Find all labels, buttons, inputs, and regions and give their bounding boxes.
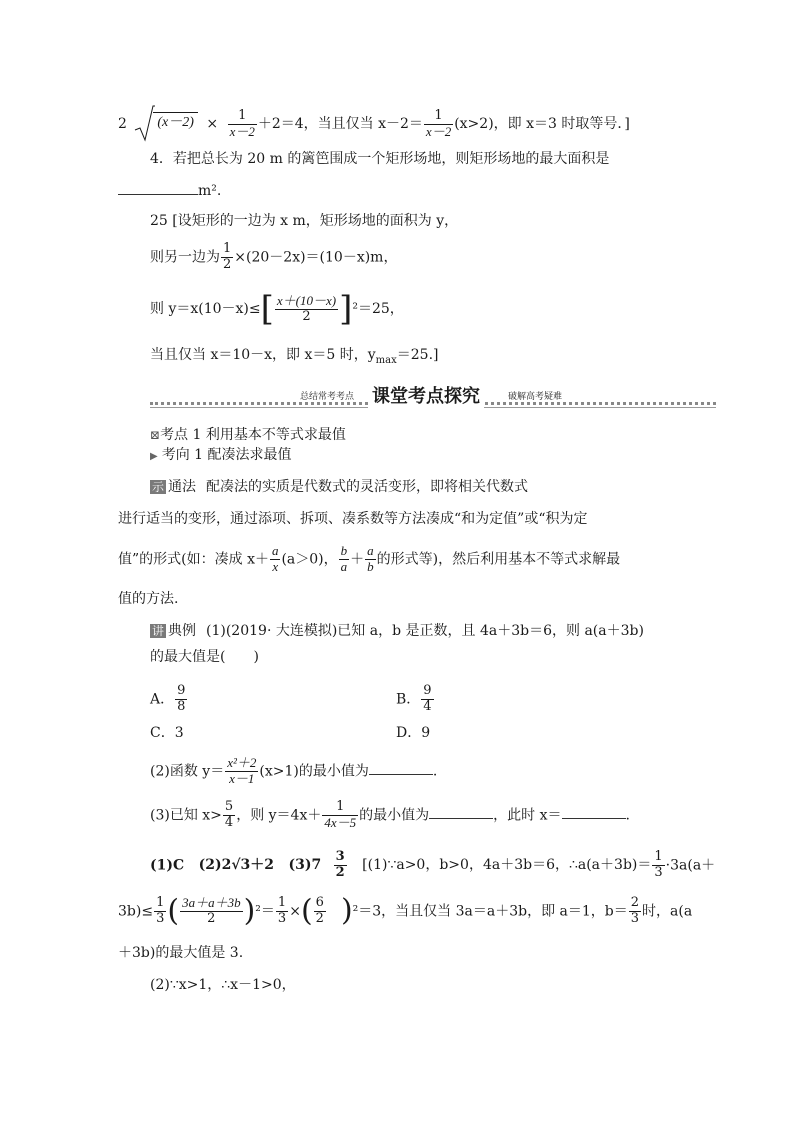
sqrt-radicand: (x－2) <box>153 112 198 130</box>
fraction: $\frac{9}{4}$ <box>423 683 432 714</box>
example-part-2: (2)函数 y＝ $\frac{\text{x²＋2}}{x-1}$ (x>1)的最小值为 . <box>150 755 438 786</box>
answer-blank <box>429 806 493 819</box>
answer-4-line-4: 当且仅当 x＝10－x，即 x＝5 时，$y_{max}=25$.] <box>150 347 439 366</box>
fraction: $\frac{6}{2}$ <box>315 895 324 926</box>
example-part-3: (3)已知 x> $\frac{5}{4}$ ，则 y＝4x＋ $\frac{1}{4x-5}$ 的最小值为 ，此时 x＝ . <box>150 799 630 830</box>
fraction: $\frac{1}{x-2}$ <box>229 107 255 139</box>
right-paren-icon: ) <box>243 893 256 929</box>
right-bracket-icon: ] <box>339 289 353 329</box>
option-d: D．9 <box>396 725 431 741</box>
example-tag: 讲 <box>152 624 165 638</box>
fraction: $\frac{a}{x}$ <box>271 543 279 574</box>
fraction: $\frac{b}{a}$ <box>340 543 348 574</box>
option-b: B． $\frac{9}{4}$ <box>396 683 432 714</box>
question-4: 4．若把总长为 20 m 的篱笆围成一个矩形场地，则矩形场地的最大面积是 <box>150 151 610 167</box>
fraction: $\frac{1}{4x-5}$ <box>324 799 357 830</box>
answer-4-line-2: 则另一边为 $\frac{1}{2}$ ×(20－2x)＝(10－x)m， <box>150 241 398 272</box>
option-a: A． $\frac{9}{8}$ <box>150 683 186 714</box>
coef: 2 <box>118 116 127 132</box>
method-line-1: 示 通法 配凑法的实质是代数式的灵活变形，即将相关代数式 <box>152 479 529 495</box>
answer-4-line-3: 则 y＝x(10－x)≤[ $\frac{x+(10-x)}{2}$ ]²＝25， <box>150 289 404 329</box>
triangle-icon: ▶ <box>150 451 158 462</box>
fraction: $\frac{2}{3}$ <box>630 895 640 926</box>
fraction: $\frac{1}{2}$ <box>223 241 232 272</box>
solution-line-3: ＋3b)的最大值是 3. <box>118 945 244 961</box>
left-paren-icon: ( <box>300 893 313 929</box>
right-paren-icon: ) <box>340 893 353 929</box>
solution-line-1: (1)C (2)2√3＋2 (3)7 $\frac{3}{2}$ [(1)∵a>0，b>0，4a＋3b＝6，∴a(a＋3b)＝ $\frac{1}{3}$ ·3a(a＋ <box>150 849 716 880</box>
fraction: $\frac{3}{2}$ <box>335 849 345 880</box>
option-c: C．3 <box>150 725 184 741</box>
section-banner <box>150 380 716 410</box>
sqrt-icon <box>133 104 155 144</box>
fraction: $\frac{\text{x²＋2}}{x-1}$ <box>227 755 257 786</box>
fraction: $\frac{9}{8}$ <box>177 683 186 714</box>
left-bracket-icon: [ <box>260 289 274 329</box>
fraction: $\frac{3a+a+3b}{2}$ <box>182 895 241 926</box>
question-4-blank: m². <box>118 182 221 198</box>
banner-right: 破解高考疑难 <box>506 389 564 402</box>
method-tag: 示 <box>152 480 165 494</box>
answer-4-line-1: 25 [设矩形的一边为 x m，矩形场地的面积为 y， <box>150 213 459 229</box>
solution-line-4: (2)∵x>1，∴x－1>0， <box>150 977 296 993</box>
fraction: $\frac{1}{x-2}$ <box>425 107 452 139</box>
kaodian-heading: ⊠考点 1 利用基本不等式求最值 <box>150 427 346 443</box>
fraction: $\frac{1}{3}$ <box>277 895 287 926</box>
fraction: $\frac{1}{3}$ <box>156 895 165 926</box>
method-line-2: 进行适当的变形，通过添项、拆项、凑系数等方法凑成“和为定值”或“积为定 <box>118 511 588 527</box>
banner-left: 总结常考考点 <box>298 389 356 402</box>
method-line-4: 值的方法. <box>118 591 179 607</box>
answer-blank <box>562 806 626 819</box>
answer-blank <box>369 762 433 775</box>
method-line-3: 值”的形式(如：凑成 x＋ $\frac{a}{x}$ (a＞0)， $\frac{b}{a}$ ＋ $\frac{a}{b}$ 的形式等)，然后利用基本不等式求解最 <box>118 543 621 574</box>
fraction: $\frac{x+(10-x)}{2}$ <box>276 292 337 324</box>
fraction: $\frac{1}{3}$ <box>654 849 663 880</box>
kaodian-mark-icon: ⊠ <box>150 428 161 442</box>
kaoxiang-heading: ▶ 考向 1 配凑法求最值 <box>150 447 292 463</box>
banner-title: 课堂考点探究 <box>368 382 484 408</box>
example-line-2: 的最大值是( ) <box>150 649 259 665</box>
fraction: $\frac{5}{4}$ <box>224 799 234 830</box>
line-1: 2 (x－2) × $\frac{1}{x-2}$ ＋2＝4，当且仅当 x－2＝ $\frac{1}{x-2}$ (x>2)，即 x＝3 时取等号．] <box>118 104 630 144</box>
example-line-1: 讲 典例 (1)(2019· 大连模拟)已知 a，b 是正数，且 4a＋3b＝6，则 a(a＋3b) <box>152 623 644 639</box>
fraction: $\frac{a}{b}$ <box>367 543 374 574</box>
left-paren-icon: ( <box>167 893 180 929</box>
solution-line-2: 3b)≤ $\frac{1}{3}$ ( $\frac{3a+a+3b}{2}$ )²＝ $\frac{1}{3}$ ×( $\frac{6}{2}$ )²＝3，当且仅当 3a＝a＋3b，即 a＝1，b＝ $\frac{2}{3}$ 时，a(a <box>118 893 693 929</box>
